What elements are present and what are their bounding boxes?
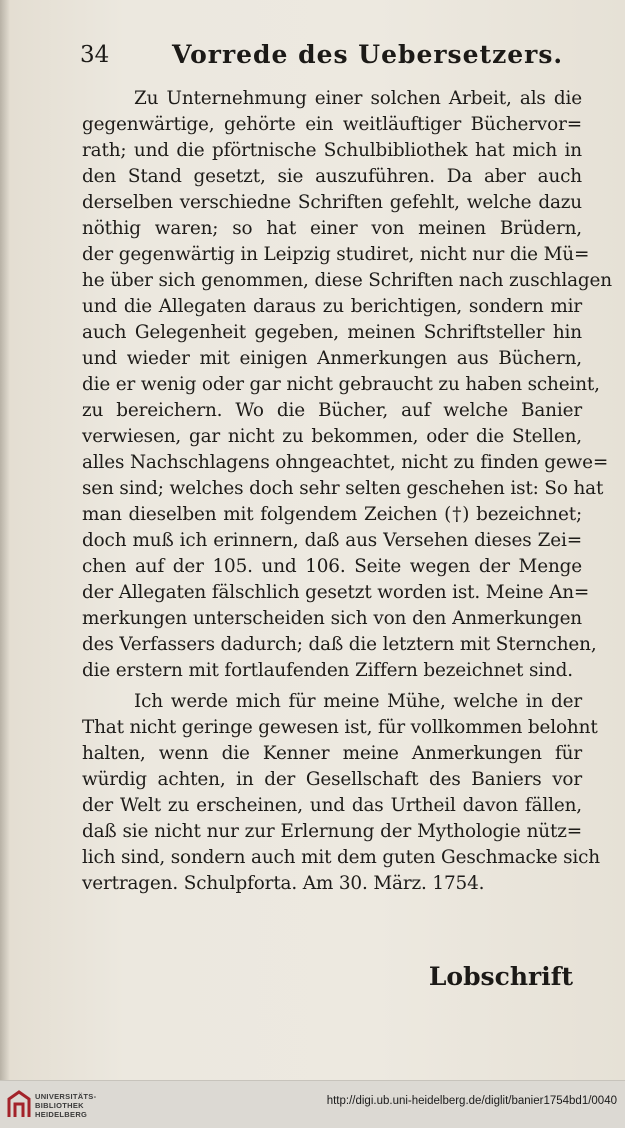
text-line: chen auf der 105. und 106. Seite wegen der Menge xyxy=(82,556,582,577)
text-line: gegenwärtige, gehörte ein weitläuftiger Büchervor= xyxy=(82,114,582,135)
library-name-line: BIBLIOTHEK xyxy=(35,1101,84,1110)
viewer-footer xyxy=(0,1080,625,1128)
text-line: derselben verschiedne Schriften gefehlt, welche dazu xyxy=(82,192,582,213)
permalink-url[interactable]: http://digi.ub.uni-heidelberg.de/diglit/banier1754bd1/0040 xyxy=(326,1095,617,1107)
text-line: vertragen. Schulpforta. Am 30. März. 1754. xyxy=(82,873,485,894)
text-line: die er wenig oder gar nicht gebraucht zu haben scheint, xyxy=(82,374,600,395)
library-name-line: HEIDELBERG xyxy=(35,1110,88,1119)
page-number: 34 xyxy=(80,42,110,68)
text-line: That nicht geringe gewesen ist, für vollkommen belohnt xyxy=(82,717,598,738)
text-line: sen sind; welches doch sehr selten geschehen ist: So hat xyxy=(82,478,604,499)
text-line: zu bereichern. Wo die Bücher, auf welche Banier xyxy=(82,400,582,421)
page-header xyxy=(80,38,580,78)
text-line: der Welt zu erscheinen, und das Urtheil davon fällen, xyxy=(82,795,582,816)
text-line: daß sie nicht nur zur Erlernung der Mythologie nütz= xyxy=(82,821,582,842)
text-line: und wieder mit einigen Anmerkungen aus Büchern, xyxy=(82,348,582,369)
catchword: Lobschrift xyxy=(428,962,573,991)
library-name-line: UNIVERSITÄTS- xyxy=(35,1092,97,1101)
text-line: man dieselben mit folgendem Zeichen (†) bezeichnet; xyxy=(82,504,582,525)
text-line: lich sind, sondern auch mit dem guten Geschmacke sich xyxy=(82,847,600,868)
text-line: der Allegaten fälschlich gesetzt worden ist. Meine An= xyxy=(82,582,590,603)
text-line: würdig achten, in der Gesellschaft des Baniers vor xyxy=(82,769,582,790)
text-line: doch muß ich erinnern, daß aus Versehen dieses Zei= xyxy=(82,530,582,551)
text-line: der gegenwärtig in Leipzig studiret, nicht nur die Mü= xyxy=(82,244,590,265)
text-line: den Stand gesetzt, sie auszuführen. Da aber auch xyxy=(82,166,582,187)
text-line: halten, wenn die Kenner meine Anmerkungen für xyxy=(82,743,582,764)
library-logo-icon[interactable] xyxy=(6,1089,32,1119)
running-title: Vorrede des Uebersetzers. xyxy=(172,40,564,69)
text-line: auch Gelegenheit gegeben, meinen Schriftsteller hin xyxy=(82,322,582,343)
text-line: und die Allegaten daraus zu berichtigen, sondern mir xyxy=(82,296,582,317)
text-line: Ich werde mich für meine Mühe, welche in der xyxy=(134,691,582,712)
text-line: nöthig waren; so hat einer von meinen Brüdern, xyxy=(82,218,582,239)
text-line: alles Nachschlagens ohngeachtet, nicht zu finden gewe= xyxy=(82,452,609,473)
text-line: des Verfassers dadurch; daß die letztern mit Sternchen, xyxy=(82,634,597,655)
text-line: verwiesen, gar nicht zu bekommen, oder die Stellen, xyxy=(82,426,582,447)
text-line: rath; und die pförtnische Schulbibliothek hat mich in xyxy=(82,140,582,161)
body-text xyxy=(82,86,612,897)
page-gutter-shadow xyxy=(0,0,10,1080)
text-line: merkungen unterscheiden sich von den Anmerkungen xyxy=(82,608,582,629)
text-line: die erstern mit fortlaufenden Ziffern bezeichnet sind. xyxy=(82,660,573,681)
library-name xyxy=(35,1092,96,1119)
text-line: Zu Unternehmung einer solchen Arbeit, als die xyxy=(134,88,582,109)
text-line: he über sich genommen, diese Schriften nach zuschlagen xyxy=(82,270,612,291)
